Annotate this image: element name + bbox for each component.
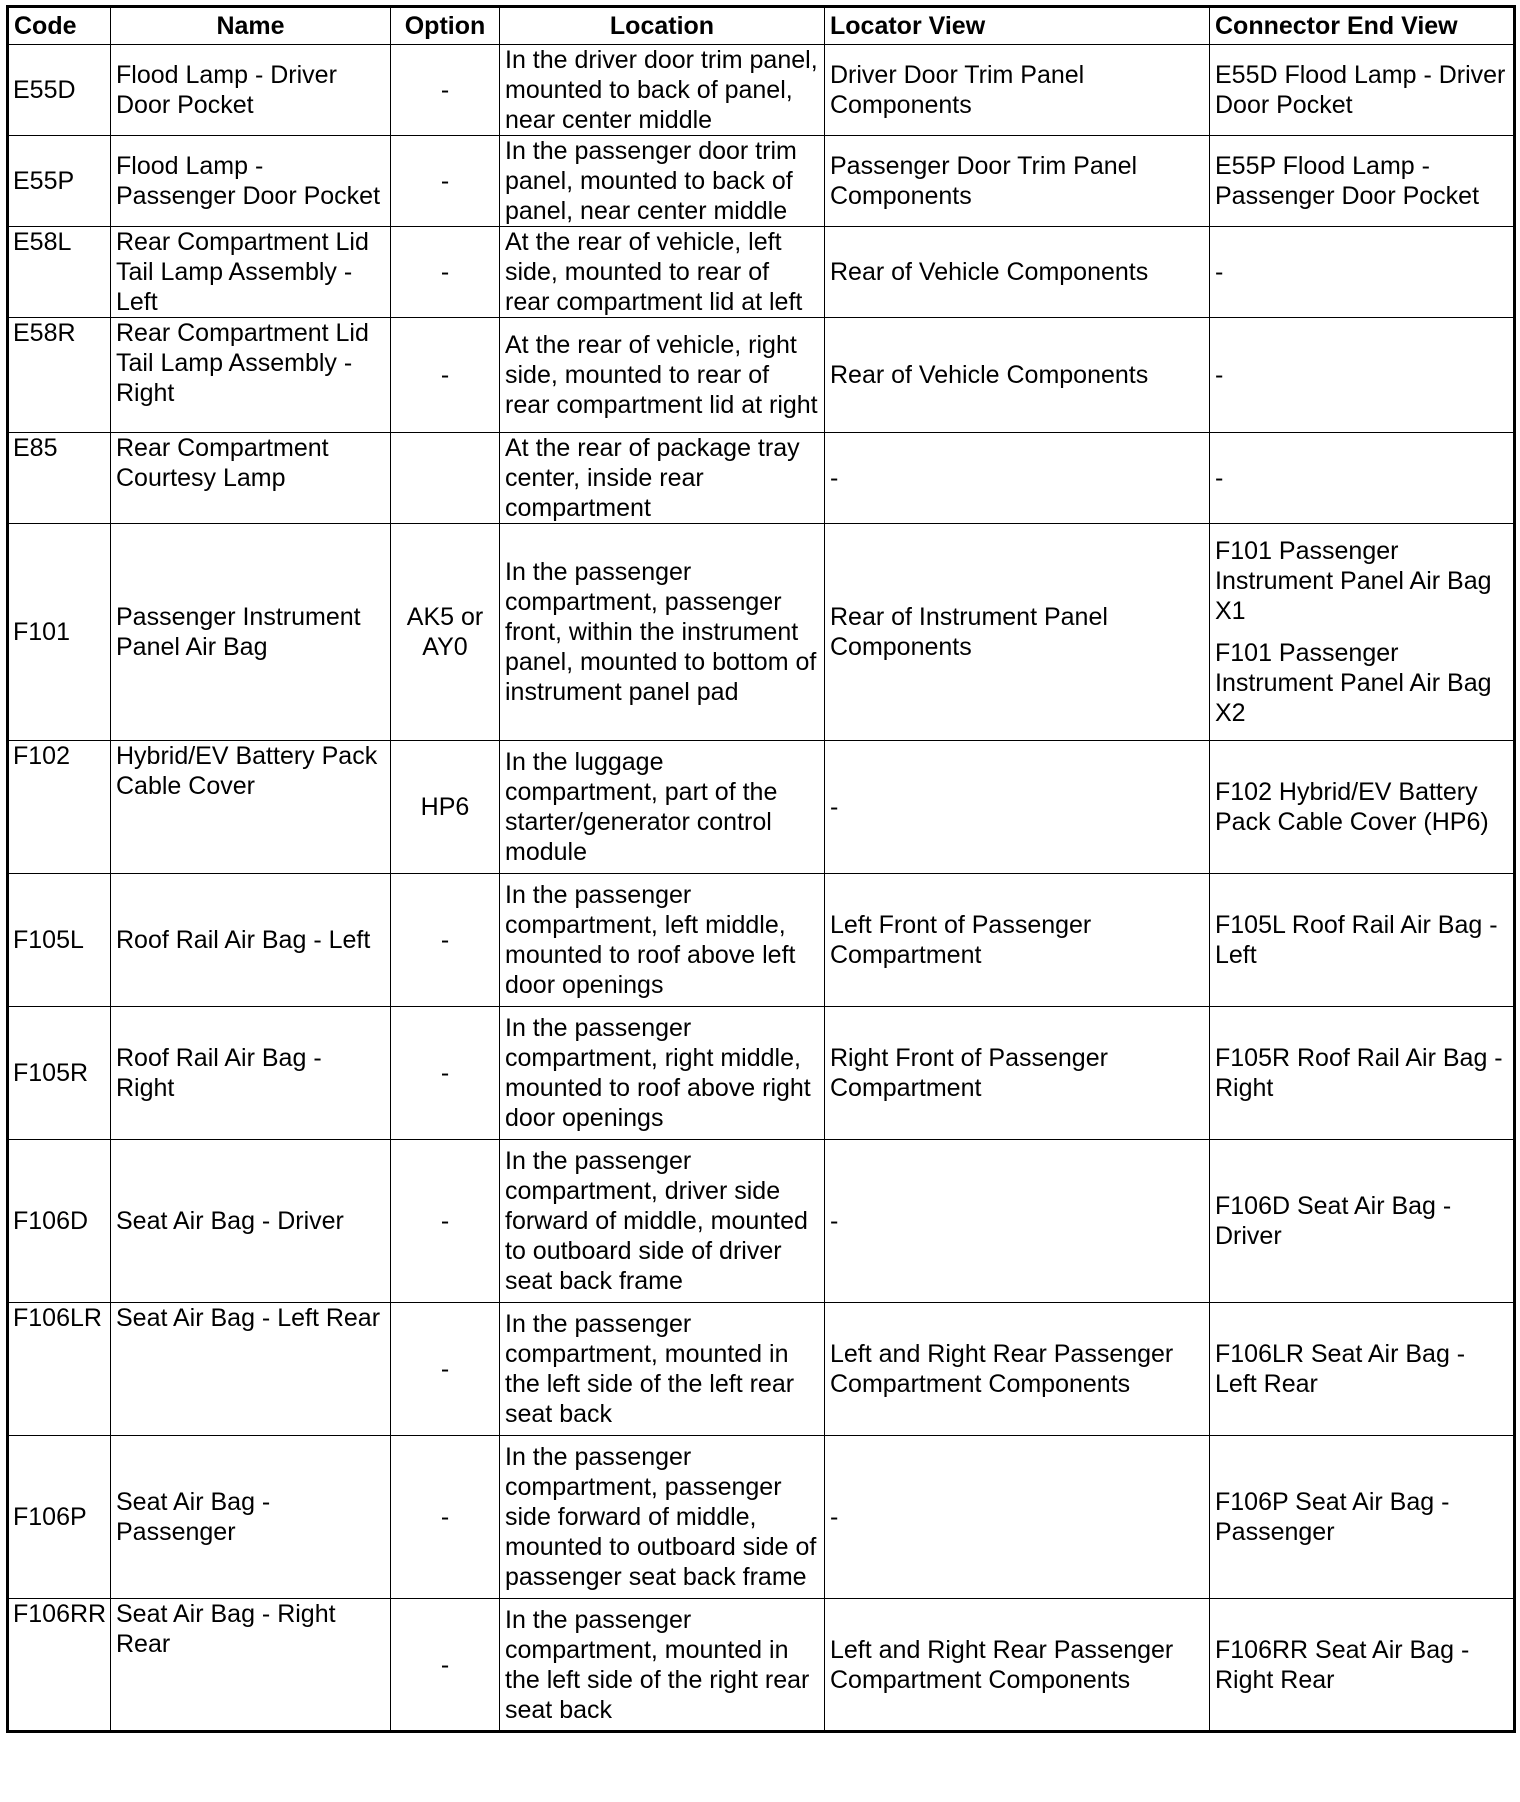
table-row [8,1436,1515,1599]
table-row [8,874,1515,1007]
cell-location: In the passenger door trim panel, mounted to back of panel, near center middle [500,136,825,227]
table-row [8,741,1515,874]
cell-location: In the driver door trim panel, mounted to back of panel, near center middle [500,45,825,136]
cell-connector-end-view [1210,227,1515,318]
cell-name: Hybrid/EV Battery Pack Cable Cover [111,741,391,874]
cell-location: In the passenger compartment, right middle, mounted to roof above right door openings [500,1007,825,1140]
cell-option: - [391,1007,500,1140]
cell-option: - [391,1303,500,1436]
cell-option: - [391,1599,500,1732]
cell-location: In the passenger compartment, passenger front, within the instrument panel, mounted to bottom of instrument panel pad [500,524,825,741]
cell-name: Flood Lamp - Passenger Door Pocket [111,136,391,227]
cell-option: - [391,1436,500,1599]
connector-end-view-item: F106P Seat Air Bag - Passenger [1215,1488,1450,1546]
cell-connector-end-view [1210,741,1515,874]
table-row [8,227,1515,318]
connector-end-view-item: - [1215,464,1224,492]
table-row [8,433,1515,524]
table-row [8,136,1515,227]
table-row [8,1140,1515,1303]
cell-name: Seat Air Bag - Driver [111,1140,391,1303]
table-row [8,1007,1515,1140]
connector-end-view-item: E55D Flood Lamp - Driver Door Pocket [1215,61,1506,119]
connector-end-view-item: - [1215,361,1224,389]
cell-locator-view: Rear of Vehicle Components [825,227,1210,318]
header-option: Option [391,7,500,45]
cell-name: Roof Rail Air Bag - Right [111,1007,391,1140]
cell-location: In the passenger compartment, mounted in the left side of the right rear seat back [500,1599,825,1732]
connector-end-view-item: F106D Seat Air Bag - Driver [1215,1192,1452,1250]
header-location: Location [500,7,825,45]
cell-code: F105R [8,1007,111,1140]
cell-code: F102 [8,741,111,874]
cell-location: At the rear of vehicle, left side, mounted to rear of rear compartment lid at left [500,227,825,318]
cell-option: HP6 [391,741,500,874]
cell-locator-view: Left and Right Rear Passenger Compartment Components [825,1599,1210,1732]
table-header-row [8,7,1515,45]
cell-locator-view: Right Front of Passenger Compartment [825,1007,1210,1140]
cell-code: F101 [8,524,111,741]
cell-option: - [391,45,500,136]
cell-code: E55P [8,136,111,227]
cell-locator-view: Driver Door Trim Panel Components [825,45,1210,136]
cell-connector-end-view [1210,1007,1515,1140]
connector-end-view-item: - [1215,258,1224,286]
cell-code: F106P [8,1436,111,1599]
cell-location: In the passenger compartment, mounted in the left side of the left rear seat back [500,1303,825,1436]
cell-option: - [391,227,500,318]
header-locator-view: Locator View [825,7,1210,45]
cell-connector-end-view [1210,1436,1515,1599]
cell-code: E58R [8,318,111,433]
cell-locator-view: - [825,741,1210,874]
cell-option: - [391,136,500,227]
cell-name: Seat Air Bag - Passenger [111,1436,391,1599]
table-row [8,1303,1515,1436]
cell-option [391,433,500,524]
cell-connector-end-view [1210,45,1515,136]
cell-name: Roof Rail Air Bag - Left [111,874,391,1007]
cell-connector-end-view [1210,318,1515,433]
cell-connector-end-view [1210,1303,1515,1436]
table-row [8,1599,1515,1732]
cell-connector-end-view [1210,874,1515,1007]
header-code: Code [8,7,111,45]
cell-locator-view: Left and Right Rear Passenger Compartment Components [825,1303,1210,1436]
component-table-container [6,5,1516,1733]
connector-end-view-item: F106LR Seat Air Bag - Left Rear [1215,1340,1466,1398]
cell-location: In the passenger compartment, left middle, mounted to roof above left door openings [500,874,825,1007]
connector-end-view-item: F101 Passenger Instrument Panel Air Bag X2 [1215,639,1492,727]
cell-location: In the passenger compartment, passenger side forward of middle, mounted to outboard side of passenger seat back frame [500,1436,825,1599]
cell-locator-view: Rear of Instrument Panel Components [825,524,1210,741]
cell-locator-view: Passenger Door Trim Panel Components [825,136,1210,227]
connector-end-view-item: E55P Flood Lamp - Passenger Door Pocket [1215,152,1480,210]
cell-name: Seat Air Bag - Left Rear [111,1303,391,1436]
cell-option: - [391,318,500,433]
cell-location: At the rear of package tray center, inside rear compartment [500,433,825,524]
component-locator-table [6,5,1516,1733]
connector-end-view-item: F101 Passenger Instrument Panel Air Bag X1 [1215,537,1492,625]
cell-locator-view: - [825,1140,1210,1303]
cell-location: In the passenger compartment, driver side forward of middle, mounted to outboard side of driver seat back frame [500,1140,825,1303]
cell-option: AK5 or AY0 [391,524,500,741]
cell-name: Seat Air Bag - Right Rear [111,1599,391,1732]
cell-locator-view: Rear of Vehicle Components [825,318,1210,433]
cell-location: At the rear of vehicle, right side, mounted to rear of rear compartment lid at right [500,318,825,433]
cell-code: F106D [8,1140,111,1303]
header-name: Name [111,7,391,45]
cell-name: Rear Compartment Lid Tail Lamp Assembly - Left [111,227,391,318]
cell-option: - [391,874,500,1007]
cell-code: F105L [8,874,111,1007]
cell-code: E58L [8,227,111,318]
cell-name: Passenger Instrument Panel Air Bag [111,524,391,741]
table-row [8,318,1515,433]
table-row [8,45,1515,136]
cell-code: E55D [8,45,111,136]
connector-end-view-item: F105L Roof Rail Air Bag - Left [1215,911,1498,969]
connector-end-view-item: F105R Roof Rail Air Bag - Right [1215,1044,1503,1102]
header-connector-end-view: Connector End View [1210,7,1515,45]
cell-connector-end-view [1210,433,1515,524]
connector-end-view-item: F106RR Seat Air Bag - Right Rear [1215,1635,1470,1694]
cell-code: E85 [8,433,111,524]
table-row [8,524,1515,741]
cell-name: Rear Compartment Lid Tail Lamp Assembly - Right [111,318,391,433]
cell-connector-end-view [1210,136,1515,227]
cell-connector-end-view [1210,1599,1515,1732]
cell-locator-view: Left Front of Passenger Compartment [825,874,1210,1007]
cell-code: F106RR [8,1599,111,1732]
cell-connector-end-view [1210,524,1515,741]
cell-locator-view: - [825,1436,1210,1599]
cell-name: Rear Compartment Courtesy Lamp [111,433,391,524]
cell-connector-end-view [1210,1140,1515,1303]
cell-location: In the luggage compartment, part of the starter/generator control module [500,741,825,874]
cell-option: - [391,1140,500,1303]
cell-name: Flood Lamp - Driver Door Pocket [111,45,391,136]
cell-locator-view: - [825,433,1210,524]
connector-end-view-item: F102 Hybrid/EV Battery Pack Cable Cover (HP6) [1215,778,1489,836]
cell-code: F106LR [8,1303,111,1436]
